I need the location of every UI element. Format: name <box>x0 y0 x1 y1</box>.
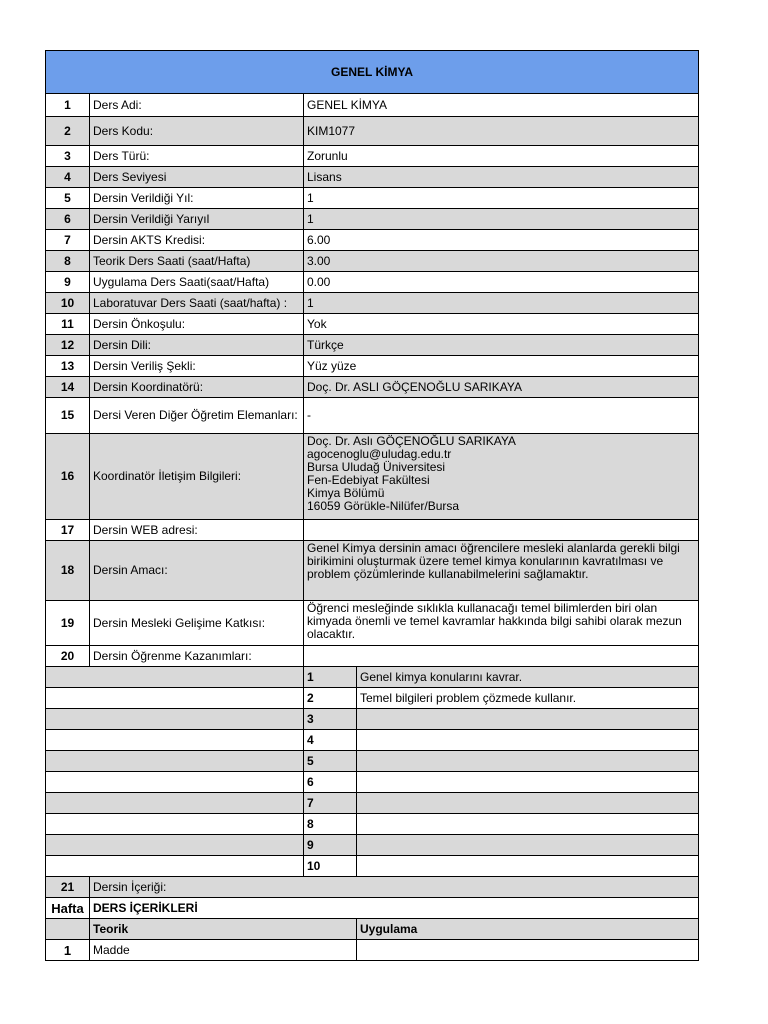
row-label: Dersin Önkoşulu: <box>90 314 304 335</box>
week-practice <box>357 940 699 961</box>
course-content-label: Dersin İçeriği: <box>90 877 699 898</box>
outcome-number: 9 <box>304 835 357 856</box>
outcome-number: 1 <box>304 667 357 688</box>
row-value <box>304 646 699 667</box>
row-number: 18 <box>46 541 90 601</box>
row-value: Türkçe <box>304 335 699 356</box>
row-label: Teorik Ders Saati (saat/Hafta) <box>90 251 304 272</box>
row-value: KIM1077 <box>304 117 699 146</box>
row-number: 11 <box>46 314 90 335</box>
outcome-text <box>357 772 699 793</box>
row-value: 1 <box>304 293 699 314</box>
row-label: Koordinatör İletişim Bilgileri: <box>90 434 304 520</box>
row-value: GENEL KİMYA <box>304 94 699 117</box>
row-number: 4 <box>46 167 90 188</box>
row-value: Yüz yüze <box>304 356 699 377</box>
row-value: 3.00 <box>304 251 699 272</box>
outcome-text <box>357 856 699 877</box>
row-value: Zorunlu <box>304 146 699 167</box>
course-info-table <box>45 50 699 961</box>
outcome-number: 3 <box>304 709 357 730</box>
row-label: Dersin Dili: <box>90 335 304 356</box>
row-value: 1 <box>304 209 699 230</box>
outcome-text <box>357 814 699 835</box>
row-number: 9 <box>46 272 90 293</box>
outcome-number: 10 <box>304 856 357 877</box>
outcome-number: 5 <box>304 751 357 772</box>
row-number: 5 <box>46 188 90 209</box>
row-label: Dersin Verildiği Yarıyıl <box>90 209 304 230</box>
row-label: Dersin AKTS Kredisi: <box>90 230 304 251</box>
row-number: 12 <box>46 335 90 356</box>
row-number: 19 <box>46 601 90 646</box>
contents-header: DERS İÇERİKLERİ <box>90 898 699 919</box>
outcome-spacer <box>46 856 304 877</box>
row-number: 8 <box>46 251 90 272</box>
row-value <box>304 520 699 541</box>
outcome-spacer <box>46 709 304 730</box>
row-label: Ders Adi: <box>90 94 304 117</box>
row-value: Lisans <box>304 167 699 188</box>
outcome-number: 7 <box>304 793 357 814</box>
page-title: GENEL KİMYA <box>46 51 699 94</box>
row-number: 10 <box>46 293 90 314</box>
outcome-number: 6 <box>304 772 357 793</box>
outcome-spacer <box>46 667 304 688</box>
row-label: Laboratuvar Ders Saati (saat/hafta) : <box>90 293 304 314</box>
row-number: 21 <box>46 877 90 898</box>
outcome-text <box>357 709 699 730</box>
outcome-number: 4 <box>304 730 357 751</box>
week-number: 1 <box>46 940 90 961</box>
week-theory: Madde <box>90 940 357 961</box>
outcome-spacer <box>46 688 304 709</box>
outcome-number: 2 <box>304 688 357 709</box>
outcome-spacer <box>46 793 304 814</box>
row-label: Dersin Koordinatörü: <box>90 377 304 398</box>
row-number: 2 <box>46 117 90 146</box>
row-value: 6.00 <box>304 230 699 251</box>
row-label: Dersin Mesleki Gelişime Katkısı: <box>90 601 304 646</box>
outcome-spacer <box>46 751 304 772</box>
outcome-spacer <box>46 814 304 835</box>
outcome-spacer <box>46 772 304 793</box>
row-number: 7 <box>46 230 90 251</box>
row-value: 1 <box>304 188 699 209</box>
week-spacer <box>46 919 90 940</box>
row-number: 20 <box>46 646 90 667</box>
row-label: Dersi Veren Diğer Öğretim Elemanları: <box>90 398 304 434</box>
course-aim-value: Genel Kimya dersinin amacı öğrencilere mesleki alanlarda gerekli bilgi birikimini oluşturmak üzere temel kimya konularının kavratılması ve problem çözümlerinde kullanabilmelerini sağlamaktır. <box>304 541 699 601</box>
row-label: Dersin Amacı: <box>90 541 304 601</box>
row-label: Dersin Öğrenme Kazanımları: <box>90 646 304 667</box>
row-value: Yok <box>304 314 699 335</box>
row-number: 16 <box>46 434 90 520</box>
row-number: 14 <box>46 377 90 398</box>
row-value: Doç. Dr. ASLI GÖÇENOĞLU SARIKAYA <box>304 377 699 398</box>
outcome-spacer <box>46 835 304 856</box>
row-label: Dersin Veriliş Şekli: <box>90 356 304 377</box>
coordinator-contact-value: Doç. Dr. Aslı GÖÇENOĞLU SARIKAYA agocenoglu@uludag.edu.tr Bursa Uludağ Üniversitesi Fen-Edebiyat Fakültesi Kimya Bölümü 16059 Görükle-Nilüfer/Bursa <box>304 434 699 520</box>
row-label: Dersin WEB adresi: <box>90 520 304 541</box>
outcome-text <box>357 835 699 856</box>
outcome-text <box>357 751 699 772</box>
row-label: Ders Seviyesi <box>90 167 304 188</box>
outcome-text <box>357 730 699 751</box>
row-label: Uygulama Ders Saati(saat/Hafta) <box>90 272 304 293</box>
row-label: Ders Kodu: <box>90 117 304 146</box>
professional-contribution-value: Öğrenci mesleğinde sıklıkla kullanacağı temel bilimlerden biri olan kimyada önemli ve temel kavramlar hakkında bilgi sahibi olarak mezun olacaktır. <box>304 601 699 646</box>
theory-header: Teorik <box>90 919 357 940</box>
outcome-number: 8 <box>304 814 357 835</box>
row-value: - <box>304 398 699 434</box>
row-number: 1 <box>46 94 90 117</box>
week-header: Hafta <box>46 898 90 919</box>
row-number: 15 <box>46 398 90 434</box>
row-number: 17 <box>46 520 90 541</box>
row-number: 13 <box>46 356 90 377</box>
row-number: 3 <box>46 146 90 167</box>
row-value: 0.00 <box>304 272 699 293</box>
outcome-text: Genel kimya konularını kavrar. <box>357 667 699 688</box>
outcome-text: Temel bilgileri problem çözmede kullanır. <box>357 688 699 709</box>
row-label: Ders Türü: <box>90 146 304 167</box>
practice-header: Uygulama <box>357 919 699 940</box>
outcome-spacer <box>46 730 304 751</box>
row-label: Dersin Verildiği Yıl: <box>90 188 304 209</box>
outcome-text <box>357 793 699 814</box>
row-number: 6 <box>46 209 90 230</box>
